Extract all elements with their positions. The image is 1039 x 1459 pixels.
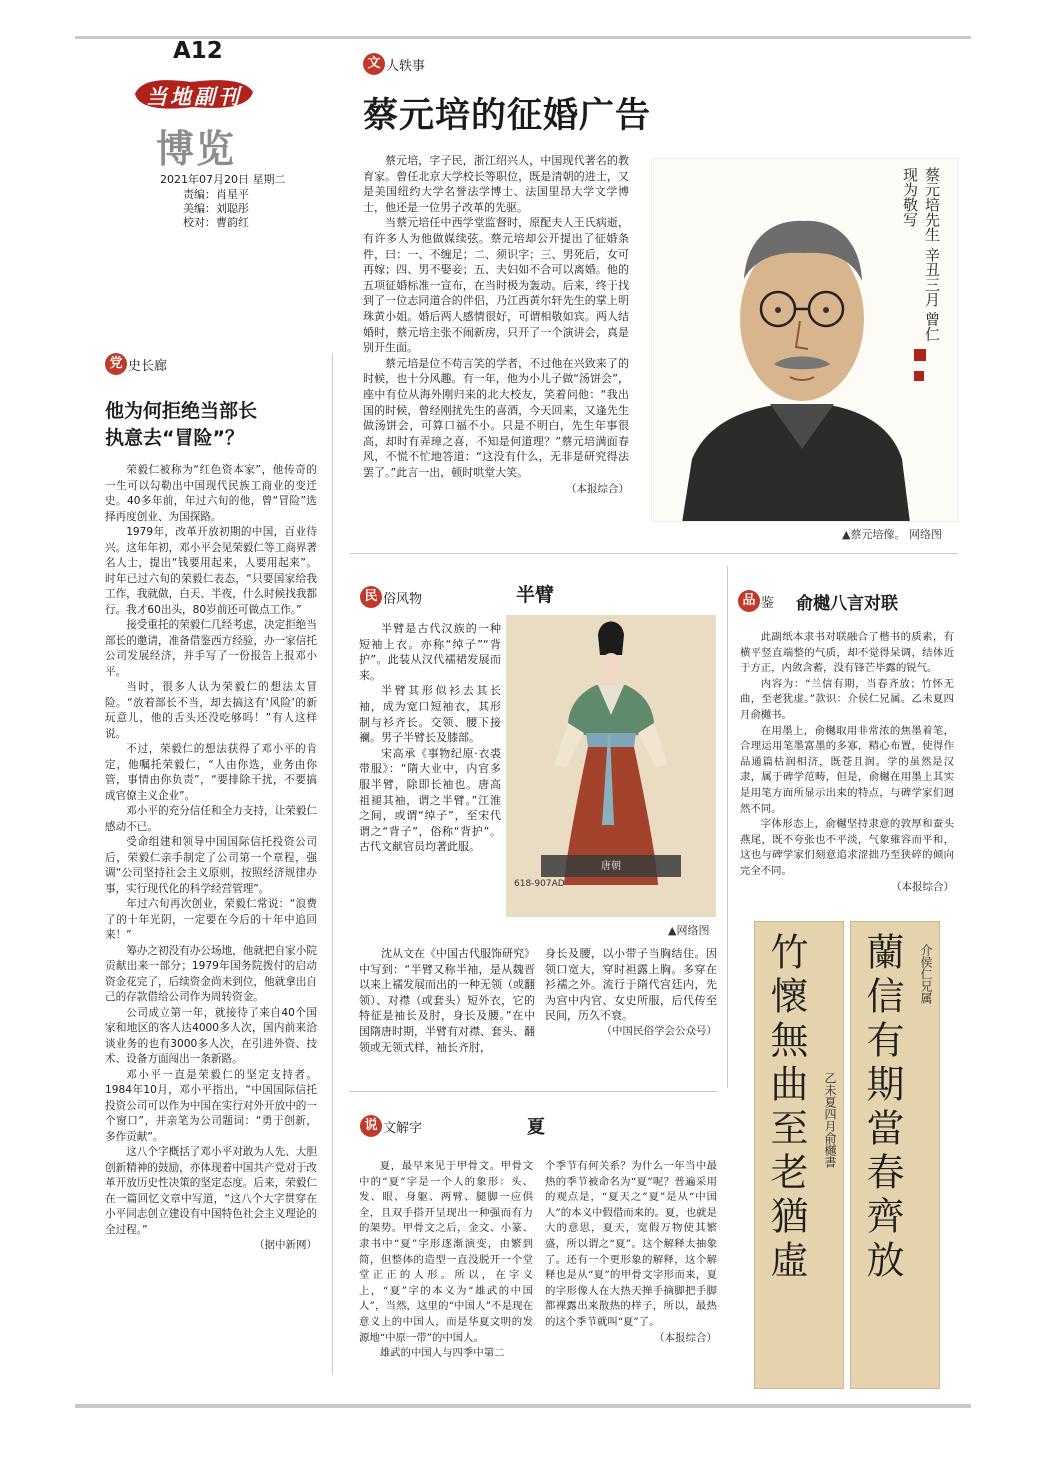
folk-body-wide (359, 946, 717, 1055)
proofreader-credit: 校对：曹韵红 (183, 216, 249, 229)
costume-years-label: 618-907AD (514, 879, 565, 889)
masthead (100, 38, 340, 238)
couplet-paragraph: 字体形态上，俞樾坚持隶意的敦厚和蚕头燕尾，既不夸张也不平淡，气象雍容而平和，这也与碑学家们刻意追求涩拙乃至狭碎的倾向完全不同。 (740, 818, 954, 877)
folk-headline: 半臂 (516, 584, 555, 606)
character-paragraph: 雄武的中国人与四季中第二 (379, 1347, 505, 1360)
page-number: A12 (173, 38, 223, 64)
couplet-paragraph: 此副纸本隶书对联融合了楷书的质素，有横平竖直端整的气质，却不觉得呆调，结体近于方正，内敛含蓄，没有锋芒毕露的锐气。 (740, 631, 954, 675)
couplet-body (740, 630, 954, 895)
history-paragraph: 筹办之初没有办公场地，他就把自家小院贡献出来一部分；1979年国务院拨付的启动资金花完了，后续资金尚未到位，他就拿出自己的存款借给公司作为周转资金。 (105, 944, 317, 1003)
folk-paragraph: 宋高承《事物纪原·衣裘带服》：“隋大业中，内官多服半臂，除即长袖也。唐高祖褪其袖，谓之半臂。”江淮之间，或谓“绰子”，至宋代谓之“背子”，俗称“背护”。古代文献官员均著此服。 (359, 746, 501, 854)
folk-paragraph: 半臂是古代汉族的一种短袖上衣。亦称“绰子”“背护”。此装从汉代襦裙发展而来。 (359, 622, 501, 682)
history-paragraph: 邓小平一直是荣毅仁的坚定支持者。1984年10月，邓小平指出，“中国国际信托投资公司可以作为中国在实行对外开放中的一个窗口”，并亲笔为公司题词：“勇于创新，多作贡献”。 (105, 1068, 317, 1143)
section-title: 博览 (156, 126, 237, 171)
folk-body-col1 (359, 621, 501, 855)
folk-couplet-divider (727, 566, 728, 1088)
history-headline-line1: 他为何拒绝当部长 (105, 400, 258, 422)
cai-paragraph: 当蔡元培任中西学堂监督时，原配夫人王氏病逝，有许多人为他做媒续弦。蔡元培却公开提出了征婚条件，曰：一、不缠足；二、须识字；三、男死后，女可再嫁；四、男不娶妾；五、夫妇如不合可以离婚。他的五项征婚标准一宣布，在当时极为轰动。后来，终于找到了一位志同道合的伴侣，乃江西黄尔轩先生的掌上明珠黄小姐。婚后两人感情很好，可谓相敬如宾。两人结婚时，蔡元培主张不闹新房，只开了一个演讲会，真是别开生面。 (363, 216, 629, 355)
bottom-rule (75, 1404, 971, 1408)
folk-top-divider (350, 553, 958, 554)
character-body-col2 (545, 1159, 717, 1346)
folk-paragraph: 半臂其形似衫去其长袖，成为宽口短袖衣，其形制与衫齐长。交领、腰下接襕。男子半臂长及膝部。 (359, 684, 501, 745)
history-divider (332, 353, 333, 1375)
history-headline (105, 398, 257, 452)
history-tag-badge: 党 (105, 353, 127, 375)
history-paragraph: 这八个字概括了邓小平对敢为人先、大胆创新精神的鼓励，亦体现着中国共产党对于改革开放历史性决策的坚定态度。后来，荣毅仁在一篇回忆文章中写道，“这八个大字贯穿在小平同志创立建设有中国特色社会主义理论的全过程。” (105, 1146, 317, 1236)
couplet-paragraph: 内容为：“兰信有期，当春齐放；竹怀无曲，至老犹虚。”款识：介侯仁兄属。乙未夏四月俞樾书。 (740, 677, 954, 721)
folk-tag-badge: 民 (360, 586, 382, 608)
history-paragraph: 公司成立第一年，就接待了来自40个国家和地区的客人达4000多人次，国内前来洽谈业务的也有3000多人次，在引进外资、技术、设备方面闯出一条新路。 (105, 1006, 317, 1065)
cai-body (363, 153, 629, 498)
couplet-left-inscription: 乙未夏四月俞樾書 (823, 1072, 837, 1168)
brand-logo (131, 74, 257, 114)
character-tag-label: 文解字 (383, 1120, 423, 1136)
history-paragraph: 邓小平的充分信任和全力支持，让荣毅仁感动不已。 (105, 805, 317, 833)
character-source: （本报综合） (654, 1331, 717, 1344)
history-tag-label: 史长廊 (128, 358, 168, 374)
history-paragraph: 接受重托的荣毅仁几经考虑，决定拒绝当部长的邀请，准备借鉴西方经验，办一家信托公司发展经济，并手写了一份报告上报邓小平。 (105, 619, 317, 678)
history-headline-line2: 执意去“冒险”？ (105, 427, 244, 449)
couplet-headline: 俞樾八言对联 (796, 594, 898, 614)
history-paragraph: 荣毅仁被称为“红色资本家”，他传奇的一生可以勾勒出中国现代民族工商业的变迁史。40多年前，年过六旬的他，曾“冒险”选择再度创业、为国探路。 (105, 464, 317, 523)
couplet-tag-badge: 品 (738, 590, 760, 612)
cai-portrait (651, 158, 958, 522)
designer-credit: 美编：刘聪彤 (183, 202, 249, 215)
cai-source: （本报综合） (566, 483, 629, 496)
couplet-section-tag (738, 590, 774, 612)
folk-source: （中国民俗学会公众号） (601, 1024, 717, 1037)
character-top-divider (350, 1091, 717, 1092)
folk-costume-image (506, 615, 716, 917)
couplet-right-text: 蘭信有期當春齊放 (860, 932, 904, 1284)
character-paragraph: 夏，最早来见于甲骨文。甲骨文中的“夏”字是一个人的象形：头、发、眼、身躯、两臂、腿脚一应俱全，且双手搭开呈现出一种强而有力的架势。甲骨文之后，金文、小篆、隶书中“夏”字形逐渐演变，由繁到简，但整体的造型一直没脱开一个堂堂正正的人形。所以，在字义上，“夏”字的本义为“雄武的中国人”，当然，这里的“中国人”不是现在意义上的中国人，而是华夏文明的发源地“中原一带”的中国人。 (359, 1160, 533, 1344)
couplet-right-scroll (850, 921, 940, 1389)
history-paragraph: 年过六旬再次创业，荣毅仁常说：“浪费了的十年光阴，一定要在今后的十年中追回来！” (105, 898, 317, 941)
cai-headline: 蔡元培的征婚广告 (363, 96, 652, 136)
folk-paragraph-right: 身长及腰，以小带子当胸结住。因领口宽大，穿时袒露上胸。多穿在衫襦之外。流行于隋代宫廷内，先为宫中内官、女史所服，后代传至民间，历久不衰。 (545, 947, 717, 1023)
history-paragraph: 受命组建和领导中国国际信托投资公司后，荣毅仁亲手制定了公司第一个章程，强调“公司坚持社会主义原则，按照经济规律办事，实行现代化的科学经营管理”。 (105, 836, 317, 895)
character-body-col1 (359, 1159, 533, 1362)
portrait-inscription: 蔡元培先生 辛丑三月 曾仁现为敬写 (901, 167, 941, 342)
folk-section-tag (360, 586, 422, 608)
couplet-left-scroll (754, 921, 844, 1389)
couplet-left-text: 竹懷無曲至老猶虛 (764, 932, 808, 1284)
character-tag-badge: 说 (360, 1115, 382, 1137)
history-paragraph: 1979年，改革开放初期的中国，百业待兴。这年年初，邓小平会见荣毅仁等工商界著名人士，提出“钱要用起来，人要用起来”。时年已过六旬的荣毅仁表态，“只要国家给我工作，我就做，白天、半夜，什么时候找我都行。我才60出头，80岁前还可做点工作。” (105, 526, 317, 616)
cai-paragraph: 蔡元培是位不苟言笑的学者，不过他在兴致来了的时候，也十分风趣。有一年，他为小儿子做“汤饼会”，座中有位从海外刚归来的北大校友，笑着问他：“我出国的时候，曾经刚扰先生的喜酒，今天回来，又逢先生做汤饼会，可算口福不小。只是不明白，先生年事很高，却时有弄璋之喜，不知是何道理？”蔡元培满面春风，不慌不忙地答道：“这没有什么，无非是研究得法罢了。”此言一出，顿时哄堂大笑。 (363, 356, 629, 479)
cai-tag-label: 人轶事 (386, 58, 426, 74)
history-paragraph: 当时，很多人认为荣毅仁的想法太冒险。“放着部长不当，却去搞这有‘风险’的新玩意儿，他的舌头还没吃够吗！”有人这样说。 (105, 681, 317, 740)
cai-section-tag (363, 53, 425, 75)
history-section-tag (105, 353, 167, 375)
character-section-tag (360, 1115, 422, 1137)
couplet-tag-label: 鉴 (761, 595, 775, 611)
couplet-right-inscription: 介侯仁兄属 (919, 944, 933, 1004)
folk-tag-label: 俗风物 (383, 591, 423, 607)
folk-paragraph: 沈从文在《中国古代服饰研究》中写到：“半臂又称半袖，是从魏晋以来上襦发展而出的一种无领（或翻领）、对襟（或套头）短外衣，它的特征是袖长及肘，身长及腰。”在中国隋唐时期，半臂有对襟、套头、翻领或无领式样，袖长齐肘， (359, 947, 535, 1054)
costume-dynasty-label: 唐朝 (601, 861, 621, 872)
couplet-paragraph: 在用墨上，俞樾取用非常浓的焦墨着笔，合理运用笔墨富墨的多寡，精心布置，使得作品通篇枯润相济，既苍且润。学的虽然是汉隶，属于碑学范畴，但是，俞樾在用墨上其实是用笔方面所显示出来的特点，与碑学家们迥然不同。 (740, 724, 954, 815)
cai-portrait-caption: ▲蔡元培像。 网络图 (842, 528, 942, 541)
brand-title: 当地副刊 (146, 84, 242, 109)
issue-date: 2021年07月20日 星期二 (160, 173, 286, 186)
history-paragraph: 不过，荣毅仁的想法获得了邓小平的肯定，他嘱托荣毅仁，“人由你选，业务由你管，事情由你负责”，“要排除干扰，不要搞成官僚主义企业”。 (105, 743, 317, 802)
editor-credit: 责编：肖星平 (183, 188, 249, 201)
character-headline: 夏 (527, 1117, 545, 1138)
cai-paragraph: 蔡元培，字子民，浙江绍兴人，中国现代著名的教育家。曾任北京大学校长等职位，既是清朝的进士，又是美国纽约大学名誉法学博士、法国里昂大学文学博士，他还是一位男子改革的先驱。 (363, 154, 629, 214)
history-source: （据中新网） (254, 1239, 317, 1251)
cai-tag-badge: 文 (363, 53, 385, 75)
history-body (105, 463, 317, 1254)
character-paragraph: 个季节有何关系？为什么一年当中最热的季节被命名为“夏”呢？普遍采用的观点是，“夏天之”夏”是从“中国人”的本义中假借而来的。夏，也就是大的意思，夏天，宽假万物使其繁盛，所以谓之“夏”。这个解释太抽象了。还有一个更形象的解释，这个解释也是从“夏”的甲骨文字形而来，夏的字形像人在大热天掸手摘脚把手脚都裸露出来散热的样子，所以，最热的这个季节就叫“夏”了。 (545, 1160, 717, 1328)
folk-image-caption: ▲网络图 (668, 924, 710, 937)
couplet-source: （本报综合） (891, 880, 954, 893)
